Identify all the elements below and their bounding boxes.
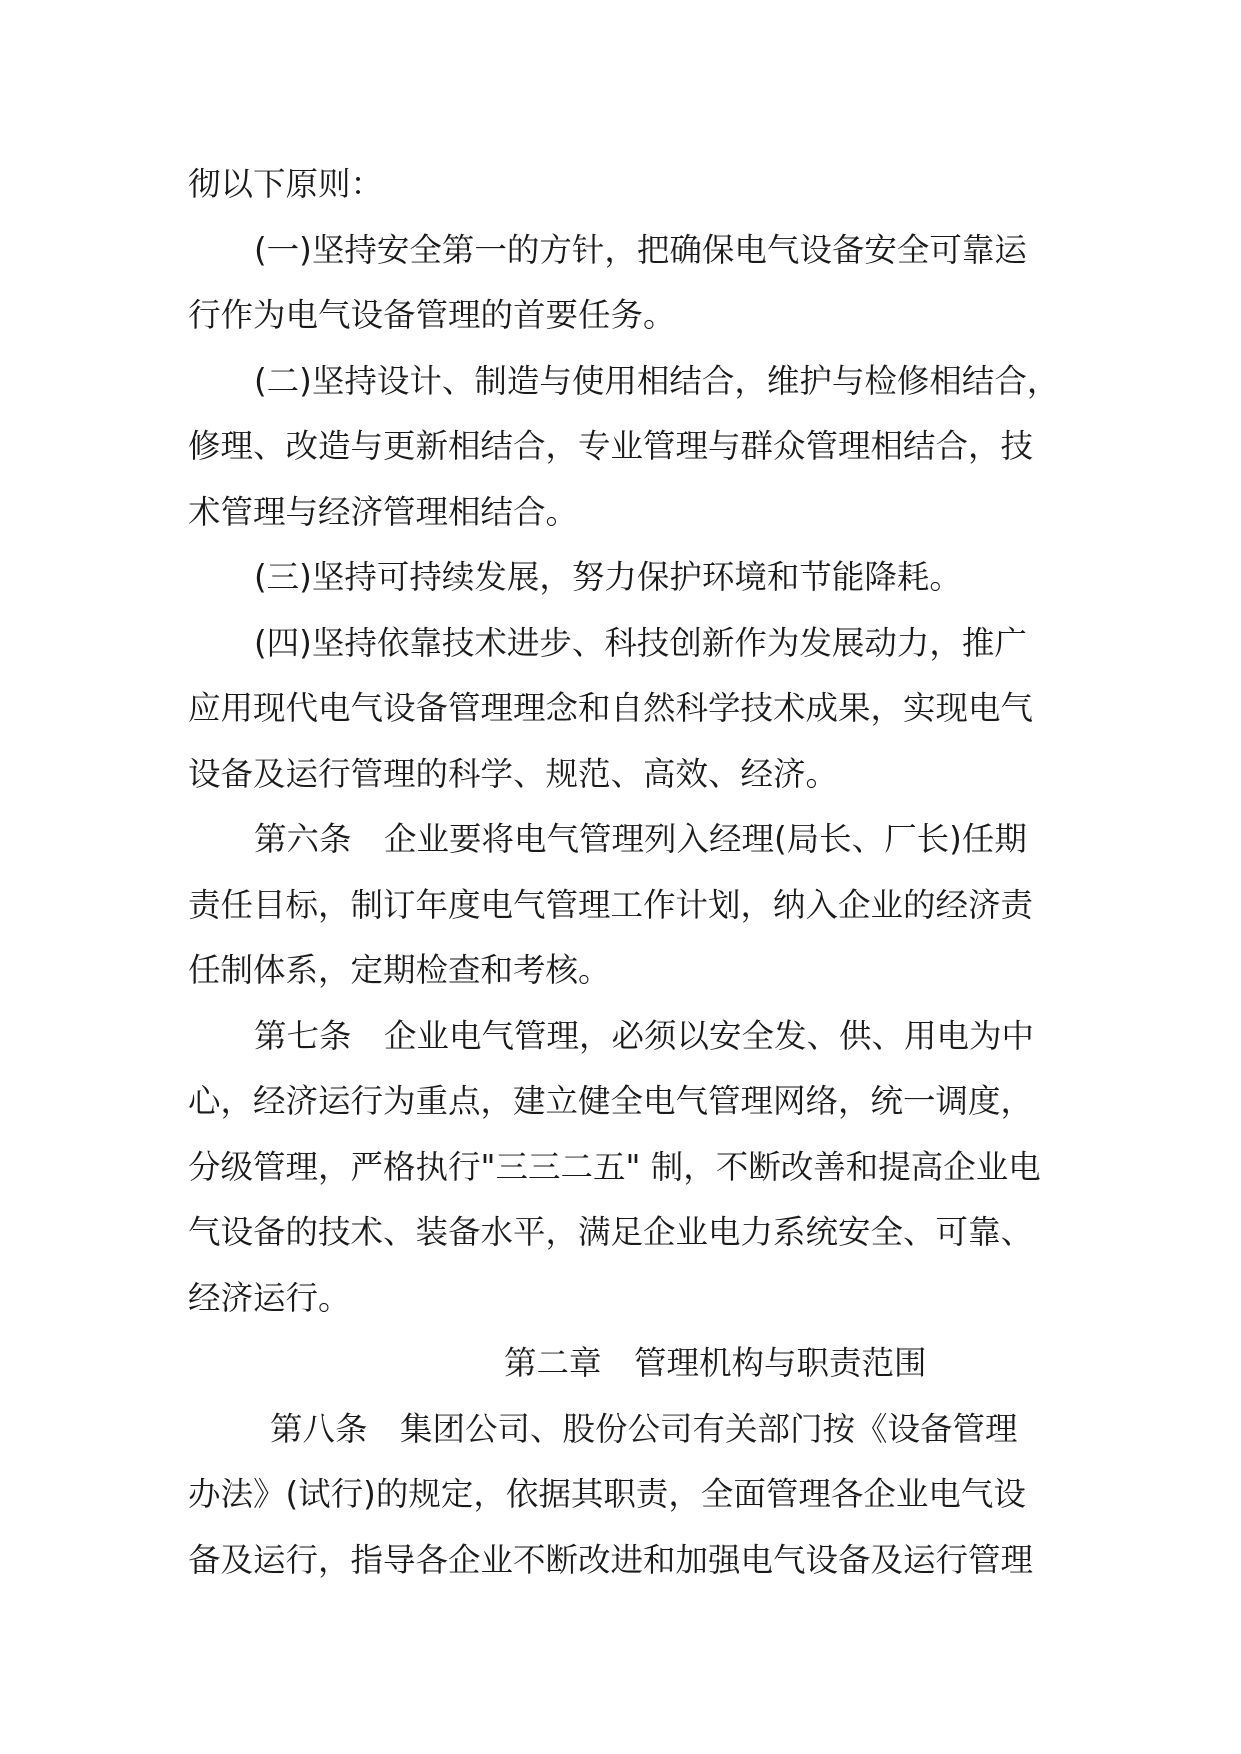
article-six: 第六条 企业要将电气管理列入经理(局长、厂长)任期 — [254, 820, 1027, 858]
text-line: 修理、改造与更新相结合，专业管理与群众管理相结合，技 — [188, 427, 1034, 465]
text-line: (四)坚持依靠技术进步、科技创新作为发展动力，推广 — [254, 624, 1027, 662]
article-seven: 第七条 企业电气管理，必须以安全发、供、用电为中 — [254, 1017, 1035, 1055]
text-line: (三)坚持可持续发展，努力保护环境和节能降耗。 — [254, 558, 962, 596]
text-line: 备及运行，指导各企业不断改进和加强电气设备及运行管理 — [188, 1541, 1034, 1579]
text-line: 行作为电气设备管理的首要任务。 — [188, 296, 676, 334]
text-line: 责任目标，制订年度电气管理工作计划，纳入企业的经济责 — [188, 886, 1034, 924]
text-line: 彻以下原则： — [188, 165, 384, 203]
text-line: 分级管理，严格执行"三三二五" 制，不断改善和提高企业电 — [188, 1148, 1041, 1186]
chapter-heading: 第二章 管理机构与职责范围 — [504, 1344, 927, 1382]
text-line: 气设备的技术、装备水平，满足企业电力系统安全、可靠、 — [188, 1213, 1034, 1251]
text-line: 心，经济运行为重点，建立健全电气管理网络，统一调度， — [188, 1082, 1034, 1120]
text-line: 设备及运行管理的科学、规范、高效、经济。 — [188, 755, 839, 793]
text-line: 应用现代电气设备管理理念和自然科学技术成果，实现电气 — [188, 689, 1034, 727]
text-line: (一)坚持安全第一的方针，把确保电气设备安全可靠运 — [254, 231, 1027, 269]
text-line: 经济运行。 — [188, 1279, 351, 1317]
text-line: 任制体系，定期检查和考核。 — [188, 951, 611, 989]
text-line: 办法》(试行)的规定，依据其职责，全面管理各企业电气设 — [188, 1475, 1026, 1513]
article-eight: 第八条 集团公司、股份公司有关部门按《设备管理 — [270, 1410, 1018, 1448]
text-line: (二)坚持设计、制造与使用相结合，维护与检修相结合， — [254, 362, 1060, 400]
text-line: 术管理与经济管理相结合。 — [188, 493, 579, 531]
